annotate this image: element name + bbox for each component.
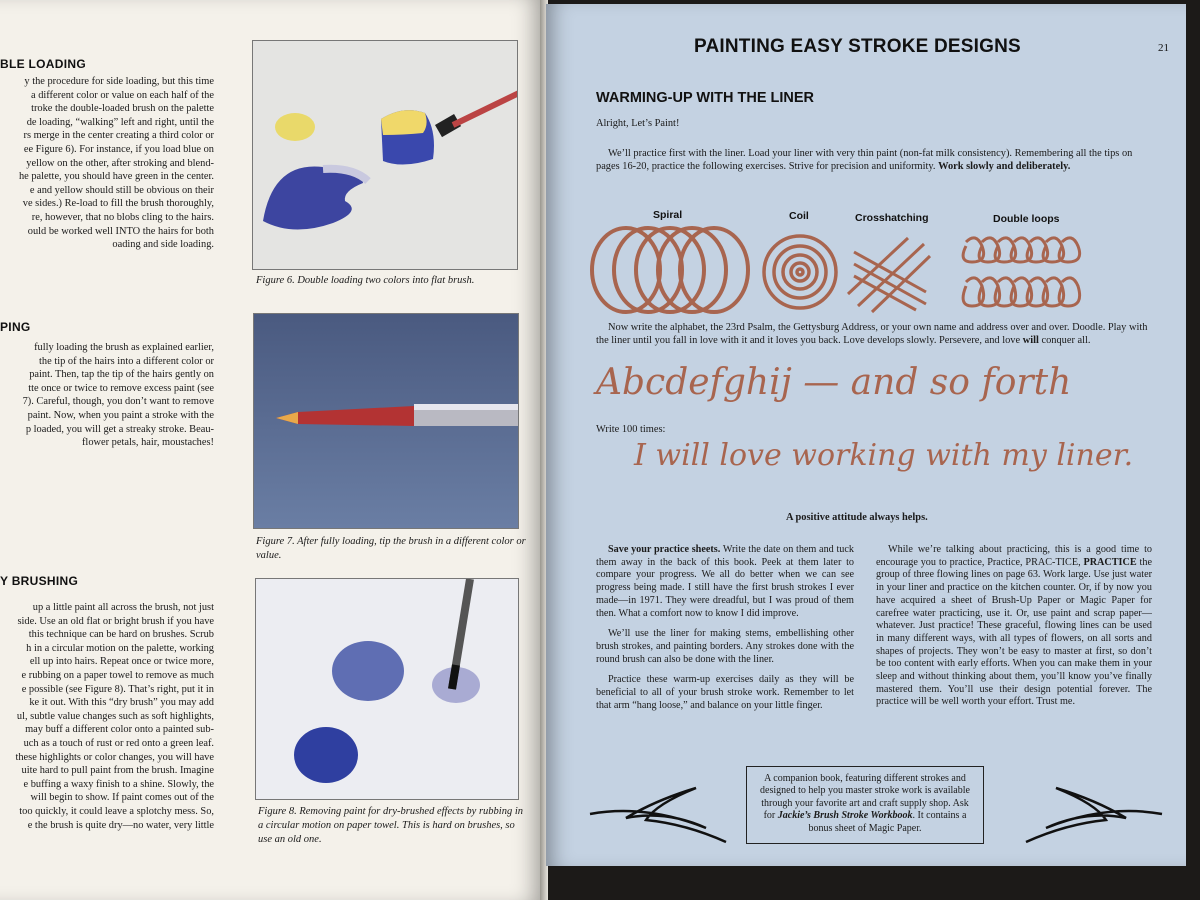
alphabet-paragraph: Now write the alphabet, the 23rd Psalm, the Gettysburg Address, or your own name and address over and over. Doodle. Play with the liner until you fall in love with it and it loves you back. Love develops slowly. Persevere, and love will conquer all.: [596, 322, 1148, 346]
body-line: fully loading the brush as explained earlier,: [34, 342, 214, 353]
section-subtitle: WARMING-UP WITH THE LINER: [596, 90, 815, 106]
body-line: p loaded, you will get a streaky stroke. Beau-: [25, 423, 214, 435]
exercise-label-double-loops: Double loops: [993, 213, 1060, 225]
body-line: ve sides.) Re-load to fill the brush thoroughly,: [22, 198, 214, 210]
body-line: up a little paint all across the brush, not just: [32, 602, 214, 613]
left-text-column: Save your practice sheets. Write the date on them and tuck them away in the back of this book. Peek at them later to compare your progress. We all do better when we can see progress being made. I still have the first brush strokes I ever made—in 1971. They were dreadful, but I was proud of them then. What a comfort now to know I did improve. We’ll use the liner for making stems, embellishing other brush strokes, and painting borders. Any strokes done with the round brush can also be done with the liner. Practice these warm-up exercises daily as they will be beneficial to all of your brush stroke work. Remember to let that arm “hang loose,” and balance on your little finger.: [596, 544, 854, 711]
spiral-exercise: [592, 228, 748, 312]
page-number: 21: [1158, 42, 1169, 54]
body-line: ell up into hairs. Repeat once or twice more,: [29, 656, 214, 668]
body-line: he palette, you should have green in the center.: [18, 171, 214, 183]
body-line: paint. Now, when you paint a stroke with the: [27, 409, 214, 421]
body-line: uch as a touch of rust or red onto a green leaf.: [23, 737, 214, 749]
flourish-right: [1016, 780, 1166, 850]
body-line: ke it out. With this “dry brush” you may add: [29, 697, 214, 709]
attitude-line: A positive attitude always helps.: [786, 512, 928, 523]
body-line: ee Figure 6). For instance, if you load blue on: [23, 143, 214, 155]
section-heading-dry-brushing: Y BRUSHING: [0, 574, 79, 588]
left-page: [0, 0, 543, 900]
body-line: re, however, that no blobs cling to the hairs.: [31, 211, 214, 223]
double-loops-exercise: [963, 238, 1080, 306]
body-line: the tip of the hairs into a different color or: [39, 355, 214, 367]
exercise-label-coil: Coil: [789, 210, 809, 222]
body-line: y the procedure for side loading, but this time: [24, 76, 214, 87]
body-line: too quickly, it could leave a splotchy mess. So,: [19, 805, 214, 817]
figure-8-caption: Figure 8. Removing paint for dry-brushed effects by rubbing in a circular motion on paper towel. This is hard on brushes, so use an old one.: [258, 806, 523, 845]
figure-6-photo: [252, 40, 518, 270]
right-page: [546, 4, 1186, 866]
body-line: e the brush is quite dry—no water, very little: [27, 819, 214, 831]
body-line: this technique can be hard on brushes. Scrub: [28, 629, 214, 641]
body-line: uite hard to pull paint from the brush. Imagine: [21, 765, 214, 777]
crosshatching-exercise: [848, 238, 930, 312]
body-line: a different color or value on each half of the: [30, 89, 214, 101]
intro-line: Alright, Let’s Paint!: [596, 118, 680, 129]
body-line: troke the double-loaded brush on the palette: [31, 103, 214, 115]
body-line: e buffing a waxy finish to a shine. Slowly, the: [23, 778, 214, 790]
body-line: de loading, “walking” left and right, until the: [26, 116, 214, 128]
stroke-exercises-illustration: [586, 222, 1106, 318]
section-body-double-loading: [0, 75, 214, 252]
body-line: e rubbing on a paper towel to remove as much: [21, 669, 214, 681]
body-line: ul, subtle value changes such as soft highlights,: [16, 710, 214, 722]
figure-7-photo: [253, 313, 519, 529]
body-line: side. Use an old flat or bright brush if you have: [17, 615, 214, 627]
figure-7-caption: Figure 7. After fully loading, tip the brush in a different color or value.: [256, 536, 526, 561]
body-line: yellow on the other, after stroking and blend-: [26, 157, 214, 169]
section-body-tipping: [0, 341, 214, 450]
practice-script-sample: I will love working with my liner.: [634, 438, 1134, 473]
body-line: these highlights or color changes, you will have: [15, 751, 214, 763]
page-title: PAINTING EASY STROKE DESIGNS: [694, 36, 1021, 57]
section-heading-double-loading: BLE LOADING: [0, 57, 86, 71]
body-line: ould be worked well INTO the hairs for both: [27, 225, 214, 237]
figure-6-caption: Figure 6. Double loading two colors into flat brush.: [256, 275, 475, 286]
exercise-label-spiral: Spiral: [653, 209, 683, 221]
figure-8-photo: [255, 578, 519, 800]
section-body-dry-brushing: [0, 601, 214, 832]
body-line: 7). Careful, though, you don’t want to remove: [22, 396, 214, 408]
exercise-label-crosshatching: Crosshatching: [855, 212, 929, 224]
body-line: will begin to show. If paint comes out of the: [30, 792, 214, 804]
body-line: may buff a different color onto a painted sub-: [25, 724, 214, 736]
body-line: flower petals, hair, moustaches!: [81, 437, 214, 449]
flourish-left: [586, 780, 736, 850]
section-heading-tipping: PING: [0, 320, 31, 334]
body-line: tte once or twice to remove excess paint (see: [28, 382, 214, 394]
body-line: h in a circular motion on the palette, working: [26, 642, 214, 654]
companion-book-note: A companion book, featuring different strokes and designed to help you master stroke work is available through your favorite art and craft supply shop. Ask for Jackie’s Brush Stroke Workbook. It contains a bonus sheet of Magic Paper.: [746, 766, 984, 844]
body-line: rs merge in the center creating a third color or: [23, 130, 214, 142]
right-text-column: While we’re talking about practicing, this is a good time to encourage you to practice, Practice, PRAC-TICE, PRACTICE the group of three flowing lines on page 63. Work large. Use just water in your liner and practice on the kitchen counter. Or, if by now you have acquired a sheet of Brush-Up Paper or Magic Paper for carefree water practicing, use it. Or, use paint and scrap paper—whatever. Just practice! These graceful, flowing lines can be used in many different ways, with all types of flowers, on all sorts and shapes of projects. They won’t be easy to master at first, so don’t be too content with early efforts. When you can make them in your sleep and without thinking about them, you’ll know you’ve finally mastered them. You’ll use their design potential forever. The practice will be well worth your effort. Trust me.: [876, 544, 1152, 708]
liner-paragraph: We’ll practice first with the liner. Load your liner with very thin paint (non-fat milk consistency). Remembering all the tips on pages 16-20, practice the following exercises. Strive for precision and uniformity. Work slowly and deliberately.: [596, 148, 1133, 172]
body-line: e possible (see Figure 8). That’s right, put it in: [21, 683, 214, 695]
alphabet-script-sample: Abcdefghij — and so forth: [596, 362, 1072, 403]
body-line: oading and side loading.: [112, 239, 214, 251]
write-prompt: Write 100 times:: [596, 424, 666, 435]
coil-exercise: [764, 236, 836, 308]
body-line: e and yellow should still be obvious on their: [29, 184, 214, 196]
body-line: paint. Then, tap the tip of the hairs gently on: [29, 369, 214, 381]
